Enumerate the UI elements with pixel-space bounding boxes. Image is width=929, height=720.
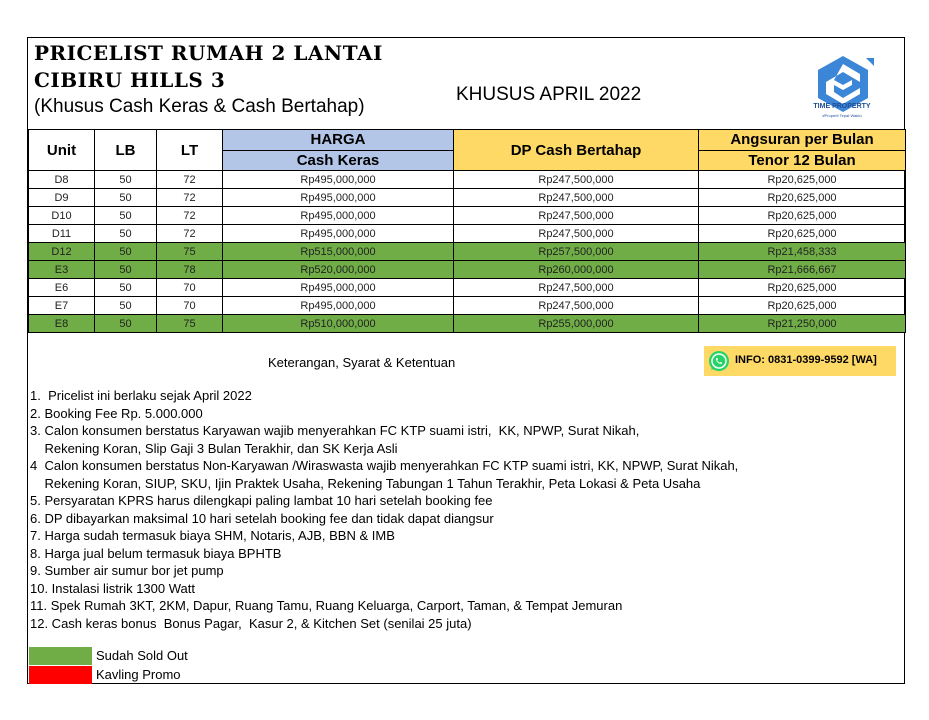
cell-lb: 50 bbox=[95, 171, 157, 189]
terms-item: 7. Harga sudah termasuk biaya SHM, Notaris, AJB, BBN & IMB bbox=[30, 528, 395, 543]
cell-dp: Rp255,000,000 bbox=[454, 315, 699, 333]
cell-unit: E7 bbox=[29, 297, 95, 315]
cell-lt: 70 bbox=[157, 297, 223, 315]
title-line-2: CIBIRU HILLS 3 bbox=[34, 68, 226, 92]
cell-lt: 78 bbox=[157, 261, 223, 279]
terms-item: 12. Cash keras bonus Bonus Pagar, Kasur 2, & Kitchen Set (senilai 25 juta) bbox=[30, 615, 472, 631]
cell-angsuran: Rp20,625,000 bbox=[699, 279, 906, 297]
terms-item: Rekening Koran, SIUP, SKU, Ijin Praktek Usaha, Rekening Tabungan 1 Tahun Terakhir, Peta Lokasi & Peta Usaha bbox=[30, 475, 701, 491]
legend-swatch bbox=[29, 666, 92, 684]
cell-lt: 75 bbox=[157, 243, 223, 261]
cell-unit: D11 bbox=[29, 225, 95, 243]
col-header-cash-keras: Cash Keras bbox=[223, 150, 454, 171]
terms-item: 11. Spek Rumah 3KT, 2KM, Dapur, Ruang Tamu, Ruang Keluarga, Carport, Taman, & Tempat Jemuran bbox=[30, 598, 623, 613]
cell-lt: 72 bbox=[157, 225, 223, 243]
cell-angsuran: Rp21,250,000 bbox=[699, 315, 906, 333]
legend-item bbox=[28, 647, 428, 665]
table-row bbox=[29, 243, 906, 261]
cell-angsuran: Rp21,666,667 bbox=[699, 261, 906, 279]
table-row bbox=[29, 261, 906, 279]
cell-dp: Rp247,500,000 bbox=[454, 171, 699, 189]
cell-lb: 50 bbox=[95, 207, 157, 225]
logo-tagline: #Properti Tepat Waktu bbox=[822, 113, 862, 118]
cell-angsuran: Rp21,458,333 bbox=[699, 243, 906, 261]
cell-dp: Rp247,500,000 bbox=[454, 207, 699, 225]
table-row bbox=[29, 171, 906, 189]
cell-cash-keras: Rp495,000,000 bbox=[223, 225, 454, 243]
cell-unit: D8 bbox=[29, 171, 95, 189]
cell-lt: 72 bbox=[157, 189, 223, 207]
pricelist-sheet bbox=[27, 37, 905, 684]
cell-lb: 50 bbox=[95, 297, 157, 315]
cell-lt: 75 bbox=[157, 315, 223, 333]
cell-unit: D9 bbox=[29, 189, 95, 207]
time-property-logo-icon bbox=[808, 52, 878, 122]
terms-item: 10. Instalasi listrik 1300 Watt bbox=[30, 580, 195, 596]
cell-cash-keras: Rp515,000,000 bbox=[223, 243, 454, 261]
table-row bbox=[29, 189, 906, 207]
cell-dp: Rp247,500,000 bbox=[454, 279, 699, 297]
cell-angsuran: Rp20,625,000 bbox=[699, 297, 906, 315]
terms-item: 5. Persyaratan KPRS harus dilengkapi paling lambat 10 hari setelah booking fee bbox=[30, 493, 493, 508]
cell-cash-keras: Rp495,000,000 bbox=[223, 171, 454, 189]
title-line-3: (Khusus Cash Keras & Cash Bertahap) bbox=[34, 96, 365, 117]
whatsapp-icon bbox=[708, 350, 730, 372]
col-header-lt: LT bbox=[157, 130, 223, 171]
title-line-1: PRICELIST RUMAH 2 LANTAI bbox=[34, 41, 383, 65]
table-row bbox=[29, 225, 906, 243]
cell-dp: Rp247,500,000 bbox=[454, 225, 699, 243]
col-header-angsuran: Angsuran per Bulan bbox=[699, 130, 906, 151]
table-row bbox=[29, 297, 906, 315]
col-header-tenor: Tenor 12 Bulan bbox=[699, 150, 906, 171]
terms-list bbox=[30, 387, 890, 632]
cell-dp: Rp260,000,000 bbox=[454, 261, 699, 279]
cell-lb: 50 bbox=[95, 261, 157, 279]
cell-angsuran: Rp20,625,000 bbox=[699, 225, 906, 243]
cell-unit: D10 bbox=[29, 207, 95, 225]
contact-text: INFO: 0831-0399-9592 [WA] bbox=[735, 354, 877, 366]
cell-unit: D12 bbox=[29, 243, 95, 261]
legend-label: Sudah Sold Out bbox=[96, 648, 188, 663]
cell-lt: 70 bbox=[157, 279, 223, 297]
contact-box[interactable] bbox=[704, 346, 896, 376]
cell-cash-keras: Rp510,000,000 bbox=[223, 315, 454, 333]
cell-cash-keras: Rp495,000,000 bbox=[223, 297, 454, 315]
cell-cash-keras: Rp520,000,000 bbox=[223, 261, 454, 279]
price-table bbox=[28, 129, 906, 333]
cell-unit: E8 bbox=[29, 315, 95, 333]
col-header-unit: Unit bbox=[29, 130, 95, 171]
legend-item bbox=[28, 666, 428, 684]
logo-name: TIME PROPERTY bbox=[813, 103, 871, 110]
cell-unit: E3 bbox=[29, 261, 95, 279]
cell-lb: 50 bbox=[95, 189, 157, 207]
cell-cash-keras: Rp495,000,000 bbox=[223, 279, 454, 297]
cell-dp: Rp247,500,000 bbox=[454, 297, 699, 315]
cell-lt: 72 bbox=[157, 207, 223, 225]
cell-cash-keras: Rp495,000,000 bbox=[223, 189, 454, 207]
cell-unit: E6 bbox=[29, 279, 95, 297]
cell-lb: 50 bbox=[95, 243, 157, 261]
cell-angsuran: Rp20,625,000 bbox=[699, 207, 906, 225]
terms-item: Rekening Koran, Slip Gaji 3 Bulan Terakhir, dan SK Kerja Asli bbox=[30, 440, 398, 456]
cell-lt: 72 bbox=[157, 171, 223, 189]
terms-item: 3. Calon konsumen berstatus Karyawan wajib menyerahkan FC KTP suami istri, KK, NPWP, Surat Nikah, bbox=[30, 423, 640, 438]
terms-item: 4 Calon konsumen berstatus Non-Karyawan /Wiraswasta wajib menyerahkan FC KTP suami istri, KK, NPWP, Surat Nikah, bbox=[30, 458, 739, 473]
cell-lb: 50 bbox=[95, 225, 157, 243]
table-row bbox=[29, 315, 906, 333]
legend-label: Kavling Promo bbox=[96, 667, 181, 682]
col-header-dp: DP Cash Bertahap bbox=[454, 130, 699, 171]
col-header-lb: LB bbox=[95, 130, 157, 171]
cell-angsuran: Rp20,625,000 bbox=[699, 189, 906, 207]
cell-lb: 50 bbox=[95, 279, 157, 297]
period-label: KHUSUS APRIL 2022 bbox=[456, 84, 642, 105]
cell-lb: 50 bbox=[95, 315, 157, 333]
table-row bbox=[29, 279, 906, 297]
terms-item: 8. Harga jual belum termasuk biaya BPHTB bbox=[30, 545, 282, 561]
cell-cash-keras: Rp495,000,000 bbox=[223, 207, 454, 225]
table-row bbox=[29, 207, 906, 225]
col-header-harga: HARGA bbox=[223, 130, 454, 151]
terms-item: 2. Booking Fee Rp. 5.000.000 bbox=[30, 405, 203, 421]
terms-item: 6. DP dibayarkan maksimal 10 hari setelah booking fee dan tidak dapat diangsur bbox=[30, 510, 494, 526]
cell-dp: Rp257,500,000 bbox=[454, 243, 699, 261]
terms-item: 1. Pricelist ini berlaku sejak April 2022 bbox=[30, 388, 252, 403]
terms-item: 9. Sumber air sumur bor jet pump bbox=[30, 563, 224, 578]
cell-dp: Rp247,500,000 bbox=[454, 189, 699, 207]
notes-title: Keterangan, Syarat & Ketentuan bbox=[268, 355, 456, 370]
cell-angsuran: Rp20,625,000 bbox=[699, 171, 906, 189]
legend-swatch bbox=[29, 647, 92, 665]
